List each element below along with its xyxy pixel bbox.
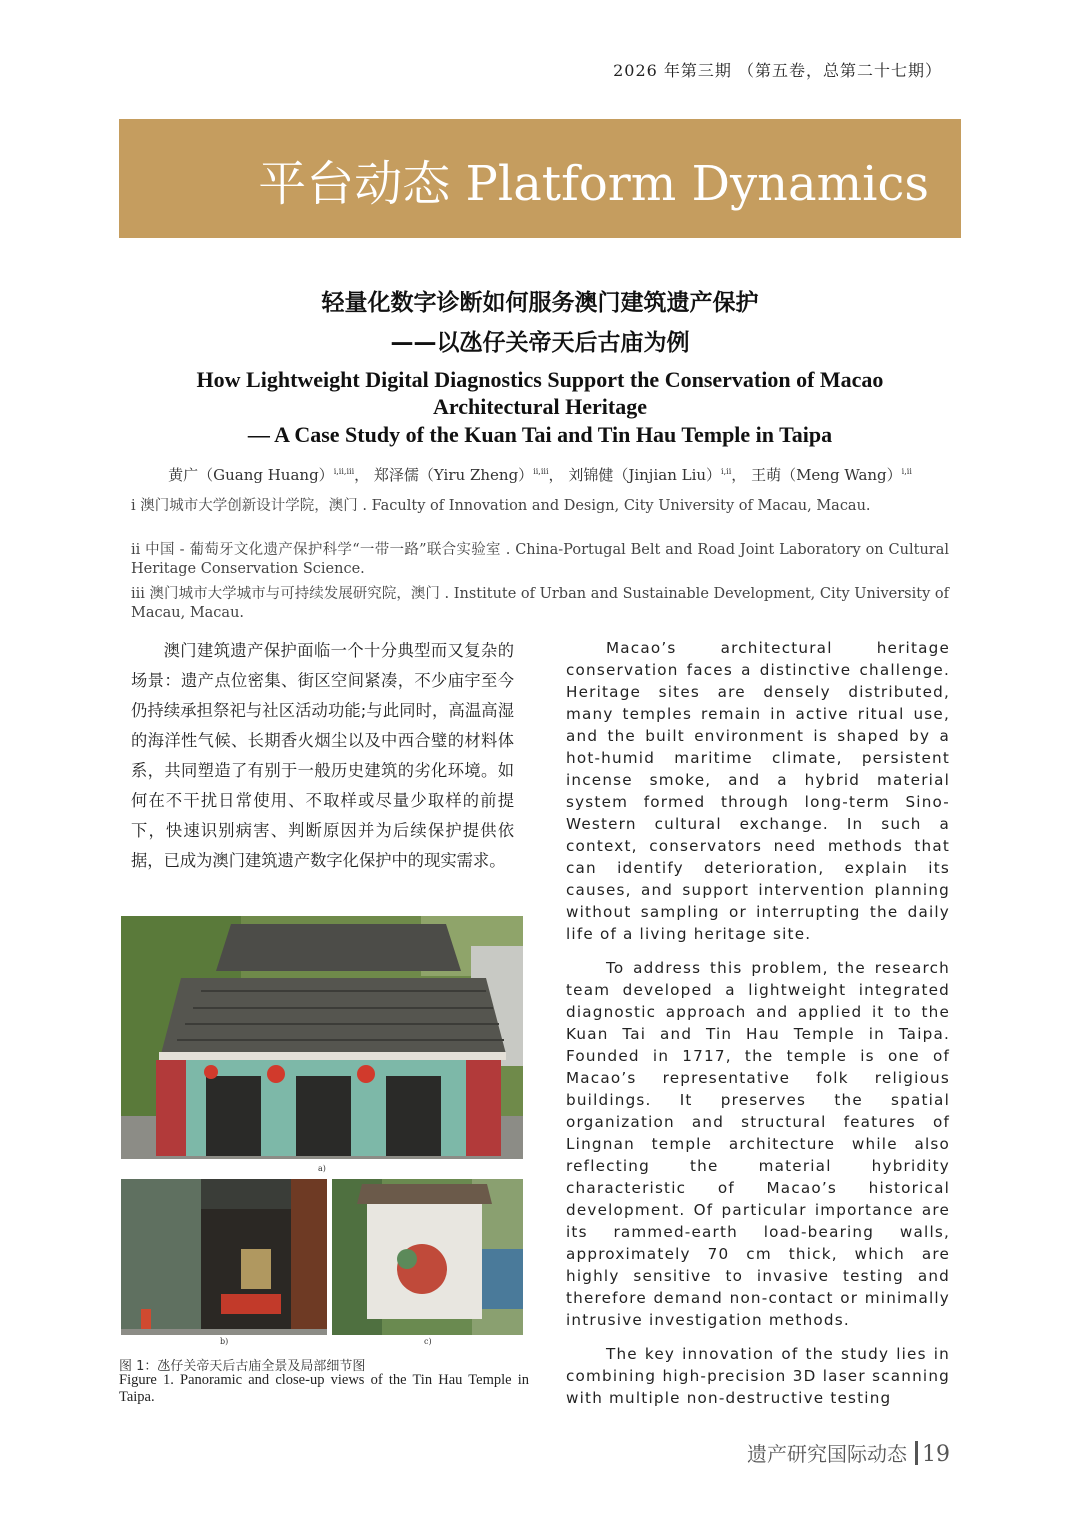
- footer-divider: [915, 1441, 918, 1465]
- author: 刘锦健（Jinjian Liu）$^{i,ii}$，: [568, 466, 747, 484]
- english-title-line-2: Architectural Heritage: [432, 394, 647, 419]
- author: 王萌（Meng Wang）$^{i,ii}$: [751, 466, 912, 484]
- english-paragraph: Macao’s architectural heritage conservation faces a distinctive challenge. Heritage sites are densely distributed, many temples remain in active ritual use, and the built environment is shaped by a hot-humid maritime climate, persistent incense smoke, and a hybrid material system formed through long-term Sino-Western cultural exchange. In such a context, conservators need methods that can identify deterioration, explain its causes, and support intervention planning without sampling or interrupting the daily life of a living heritage site.: [566, 639, 950, 943]
- figure-label-b: b): [220, 1337, 229, 1346]
- english-title-line-3: — A Case Study of the Kuan Tai and Tin Hau Temple in Taipa: [247, 422, 833, 447]
- affiliation-2: ii 中国 - 葡萄牙文化遗产保护科学“一带一路”联合实验室 . China-Portugal Belt and Road Joint Laboratory on Cultural Heritage Conservation Science.: [131, 542, 949, 577]
- figure-caption-english: Figure 1. Panoramic and close-up views of the Tin Hau Temple in Taipa.: [119, 1372, 529, 1405]
- affiliation-1: i 澳门城市大学创新设计学院，澳门 . Faculty of Innovation and Design, City University of Macau, Macau.: [131, 498, 871, 514]
- figure-label-c: c): [424, 1337, 432, 1346]
- english-paragraph: The key innovation of the study lies in combining high-precision 3D laser scanning with multiple non-destructive testing: [566, 1345, 950, 1407]
- section-title: 平台动态 Platform Dynamics: [258, 156, 929, 212]
- issue-info: 2026 年第三期 （第五卷，总第二十七期）: [613, 61, 942, 80]
- page-footer: [747, 1438, 950, 1467]
- journal-name: 遗产研究国际动态: [747, 1442, 907, 1466]
- section-banner: [119, 119, 961, 238]
- affiliation-3: iii 澳门城市大学城市与可持续发展研究院，澳门 . Institute of Urban and Sustainable Development, City University of Macau, Macau.: [131, 586, 949, 621]
- chinese-title-line-1: 轻量化数字诊断如何服务澳门建筑遗产保护: [321, 290, 759, 316]
- figure-label-a: a): [318, 1164, 326, 1173]
- chinese-body-text: 澳门建筑遗产保护面临一个十分典型而又复杂的场景：遗产点位密集、街区空间紧凑，不少庙宇至今仍持续承担祭祀与社区活动功能;与此同时，高温高湿的海洋性气候、长期香火烟尘以及中西合璧的材料体系，共同塑造了有别于一般历史建筑的劣化环境。如何在不干扰日常使用、不取样或尽量少取样的前提下，快速识别病害、判断原因并为后续保护提供依据，已成为澳门建筑遗产数字化保护中的现实需求。: [131, 641, 514, 870]
- page-number: 19: [922, 1442, 950, 1467]
- english-paragraph: To address this problem, the research team developed a lightweight integrated diagnostic approach and applied it to the Kuan Tai and Tin Hau Temple in Taipa. Founded in 1717, the temple is one of Macao’s representative folk religious buildings. It preserves the spatial organization and structural features of Lingnan temple architecture while also reflecting the material hybridity characteristic of Macao’s historical development. Of particular importance are its rammed-earth load-bearing walls, approximately 70 cm thick, which are highly sensitive to invasive testing and therefore demand non-contact or minimally intrusive investigation methods.: [566, 959, 950, 1329]
- chinese-title-line-2: ——以氹仔关帝天后古庙为例: [390, 330, 690, 356]
- decorative-gable-photo: [332, 1179, 523, 1335]
- temple-panorama-photo: [121, 916, 523, 1159]
- english-title-line-1: How Lightweight Digital Diagnostics Support the Conservation of Macao: [196, 367, 884, 392]
- temple-interior-photo: [121, 1179, 327, 1335]
- author-list: [0, 464, 1080, 485]
- author: 郑泽儒（Yiru Zheng）$^{ii,iii}$，: [373, 466, 564, 484]
- english-body-column: [566, 637, 950, 1421]
- author: 黄广（Guang Huang）$^{i,ii,iii}$，: [168, 466, 370, 484]
- figure-caption-chinese: 图 1：氹仔关帝天后古庙全景及局部细节图: [119, 1359, 366, 1374]
